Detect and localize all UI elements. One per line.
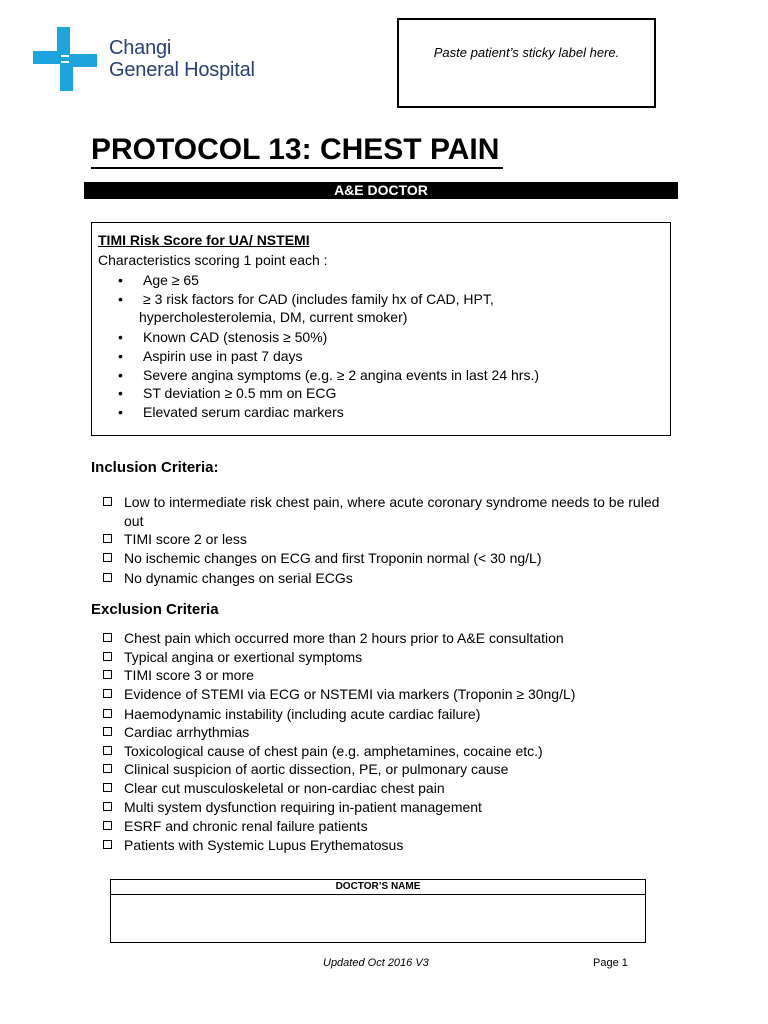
checkbox[interactable]: [103, 709, 112, 718]
checkbox[interactable]: [103, 670, 112, 679]
checkbox[interactable]: [103, 746, 112, 755]
checkbox[interactable]: [103, 821, 112, 830]
checkbox[interactable]: [103, 840, 112, 849]
doctor-name-field[interactable]: [111, 895, 645, 942]
inclusion-item-continuation: out: [124, 513, 144, 529]
checkbox[interactable]: [103, 783, 112, 792]
checkbox[interactable]: [103, 802, 112, 811]
footer-updated: Updated Oct 2016 V3: [323, 957, 429, 969]
bullet-icon: •: [118, 404, 123, 420]
checkbox[interactable]: [103, 534, 112, 543]
page-title: PROTOCOL 13: CHEST PAIN: [91, 133, 500, 166]
bullet-icon: •: [118, 329, 123, 345]
timi-title: TIMI Risk Score for UA/ NSTEMI: [98, 232, 310, 248]
bullet-icon: •: [118, 291, 123, 307]
checkbox[interactable]: [103, 652, 112, 661]
checkbox[interactable]: [103, 689, 112, 698]
patient-label-instruction: Paste patient’s sticky label here.: [433, 45, 620, 60]
checkbox[interactable]: [103, 764, 112, 773]
timi-subtitle: Characteristics scoring 1 point each :: [98, 252, 328, 268]
patient-label-box: [397, 18, 656, 108]
inclusion-heading: Inclusion Criteria:: [91, 459, 219, 476]
timi-item-continuation: hypercholesterolemia, DM, current smoker): [139, 309, 408, 325]
bullet-icon: •: [118, 272, 123, 288]
checkbox[interactable]: [103, 633, 112, 642]
doctor-name-header: DOCTOR’S NAME: [111, 880, 645, 895]
hospital-name: Changi General Hospital: [109, 37, 255, 81]
hospital-logo: [33, 27, 263, 97]
doctor-name-table: [110, 879, 646, 943]
timi-score-box: TIMI Risk Score for UA/ NSTEMI Characteristics scoring 1 point each : • Age ≥ 65 • ≥ 3 risk factors for CAD (includes family hx of CAD, HPT, hypercholesterolemia, DM, current smoker) • Known CAD (stenosis ≥ 50%) • Aspirin use in past 7 days • Severe angina symptoms (e.g. ≥ 2 angina events in last 24 hrs.) • ST deviation ≥ 0.5 mm on ECG • Elevated serum cardiac markers: [91, 222, 671, 436]
page-number: Page 1: [593, 957, 628, 969]
role-bar: A&E DOCTOR: [84, 182, 678, 199]
title-underline: [91, 167, 503, 169]
checkbox[interactable]: [103, 727, 112, 736]
bullet-icon: •: [118, 385, 123, 401]
bullet-icon: •: [118, 367, 123, 383]
checkbox[interactable]: [103, 573, 112, 582]
bullet-icon: •: [118, 348, 123, 364]
checkbox[interactable]: [103, 553, 112, 562]
exclusion-heading: Exclusion Criteria: [91, 601, 219, 618]
hospital-cross-icon: [33, 27, 97, 91]
checkbox[interactable]: [103, 497, 112, 506]
